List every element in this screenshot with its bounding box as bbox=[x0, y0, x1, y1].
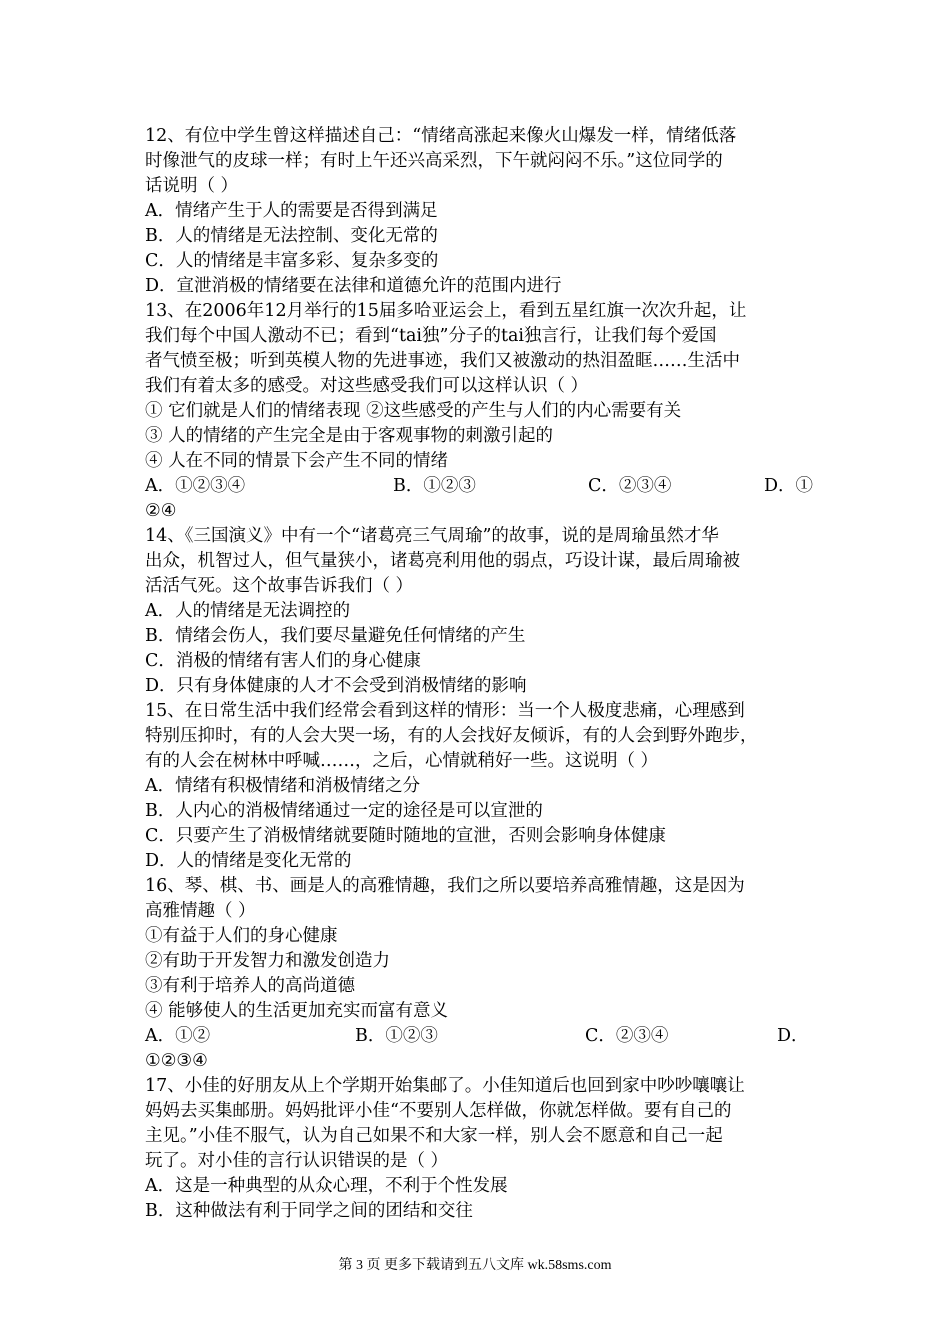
statement-item: ④ 人在不同的情景下会产生不同的情绪 bbox=[145, 451, 449, 471]
option-d: D．只有身体健康的人才不会受到消极情绪的影响 bbox=[145, 676, 527, 696]
option-d: D．人的情绪是变化无常的 bbox=[145, 851, 352, 871]
choice-d: D． bbox=[777, 1026, 809, 1046]
choice-a: A．①② bbox=[145, 1026, 211, 1046]
option-b: B．人的情绪是无法控制、变化无常的 bbox=[145, 226, 438, 246]
question-15 bbox=[145, 699, 817, 874]
question-text: 15、在日常生活中我们经常会看到这样的情形：当一个人极度悲痛，心理感到 bbox=[145, 701, 745, 721]
choice-b: B．①②③ bbox=[355, 1026, 438, 1046]
choice-c: C．②③④ bbox=[588, 476, 672, 496]
question-text: 12、有位中学生曾这样描述自己：“情绪高涨起来像火山爆发一样，情绪低落 bbox=[145, 126, 737, 146]
option-a: A．人的情绪是无法调控的 bbox=[145, 601, 351, 621]
question-17 bbox=[145, 1074, 817, 1224]
document-body bbox=[145, 124, 817, 1224]
question-text: 14、《三国演义》中有一个“诸葛亮三气周瑜”的故事，说的是周瑜虽然才华 bbox=[145, 526, 719, 546]
option-a: A．情绪有积极情绪和消极情绪之分 bbox=[145, 776, 421, 796]
choice-d-continued: ①②③④ bbox=[145, 1051, 208, 1071]
choice-d: D．① bbox=[764, 476, 814, 496]
statement-item: ④ 能够使人的生活更加充实而富有意义 bbox=[145, 1001, 449, 1021]
choice-c: C．②③④ bbox=[585, 1026, 669, 1046]
question-text: 高雅情趣（ ） bbox=[145, 901, 256, 921]
question-text: 活活气死。这个故事告诉我们（ ） bbox=[145, 576, 414, 596]
question-text: 我们有着太多的感受。对这些感受我们可以这样认识（ ） bbox=[145, 376, 589, 396]
question-16 bbox=[145, 874, 817, 1074]
statement-item: ③ 人的情绪的产生完全是由于客观事物的刺激引起的 bbox=[145, 426, 554, 446]
question-text: 时像泄气的皮球一样；有时上午还兴高采烈，下午就闷闷不乐。”这位同学的 bbox=[145, 151, 723, 171]
question-text: 13、在2006年12月举行的15届多哈亚运会上，看到五星红旗一次次升起，让 bbox=[145, 301, 747, 321]
option-c: C．人的情绪是丰富多彩、复杂多变的 bbox=[145, 251, 439, 271]
question-text: 17、小佳的好朋友从上个学期开始集邮了。小佳知道后也回到家中吵吵嚷嚷让 bbox=[145, 1076, 745, 1096]
choice-row bbox=[145, 1024, 817, 1049]
statement-item: ①有益于人们的身心健康 bbox=[145, 926, 338, 946]
question-12 bbox=[145, 124, 817, 299]
option-b: B．情绪会伤人，我们要尽量避免任何情绪的产生 bbox=[145, 626, 526, 646]
question-text: 有的人会在树林中呼喊……，之后，心情就稍好一些。这说明（ ） bbox=[145, 751, 659, 771]
question-13 bbox=[145, 299, 817, 524]
choice-a: A．①②③④ bbox=[145, 476, 246, 496]
question-text: 特别压抑时，有的人会大哭一场，有的人会找好友倾诉，有的人会到野外跑步， bbox=[145, 726, 758, 746]
question-text: 出众，机智过人，但气量狭小，诸葛亮利用他的弱点，巧设计谋，最后周瑜被 bbox=[145, 551, 740, 571]
page-footer: 第 3 页 更多下载请到五八文库 wk.58sms.com bbox=[338, 1258, 612, 1273]
option-d: D．宣泄消极的情绪要在法律和道德允许的范围内进行 bbox=[145, 276, 562, 296]
choice-b: B．①②③ bbox=[393, 476, 476, 496]
choice-d-continued: ②④ bbox=[145, 501, 177, 521]
question-text: 者气愤至极；听到英模人物的先进事迹，我们又被激动的热泪盈眶……生活中 bbox=[145, 351, 740, 371]
option-b: B．这种做法有利于同学之间的团结和交往 bbox=[145, 1201, 473, 1221]
question-text: 我们每个中国人激动不已；看到“tai独”分子的tai独言行，让我们每个爱国 bbox=[145, 326, 717, 346]
question-text: 话说明（ ） bbox=[145, 176, 239, 196]
statement-item: ① 它们就是人们的情绪表现 ②这些感受的产生与人们的内心需要有关 bbox=[145, 401, 682, 421]
question-text: 16、琴、棋、书、画是人的高雅情趣，我们之所以要培养高雅情趣，这是因为 bbox=[145, 876, 745, 896]
question-text: 玩了。对小佳的言行认识错误的是（ ） bbox=[145, 1151, 449, 1171]
option-b: B．人内心的消极情绪通过一定的途径是可以宣泄的 bbox=[145, 801, 543, 821]
option-c: C．消极的情绪有害人们的身心健康 bbox=[145, 651, 421, 671]
statement-item: ②有助于开发智力和激发创造力 bbox=[145, 951, 390, 971]
statement-item: ③有利于培养人的高尚道德 bbox=[145, 976, 355, 996]
question-text: 主见。”小佳不服气，认为自己如果不和大家一样，别人会不愿意和自己一起 bbox=[145, 1126, 723, 1146]
choice-row bbox=[145, 474, 817, 499]
option-a: A．这是一种典型的从众心理，不利于个性发展 bbox=[145, 1176, 508, 1196]
question-text: 妈妈去买集邮册。妈妈批评小佳“不要别人怎样做，你就怎样做。要有自己的 bbox=[145, 1101, 732, 1121]
option-c: C．只要产生了消极情绪就要随时随地的宣泄，否则会影响身体健康 bbox=[145, 826, 666, 846]
option-a: A．情绪产生于人的需要是否得到满足 bbox=[145, 201, 438, 221]
question-14 bbox=[145, 524, 817, 699]
